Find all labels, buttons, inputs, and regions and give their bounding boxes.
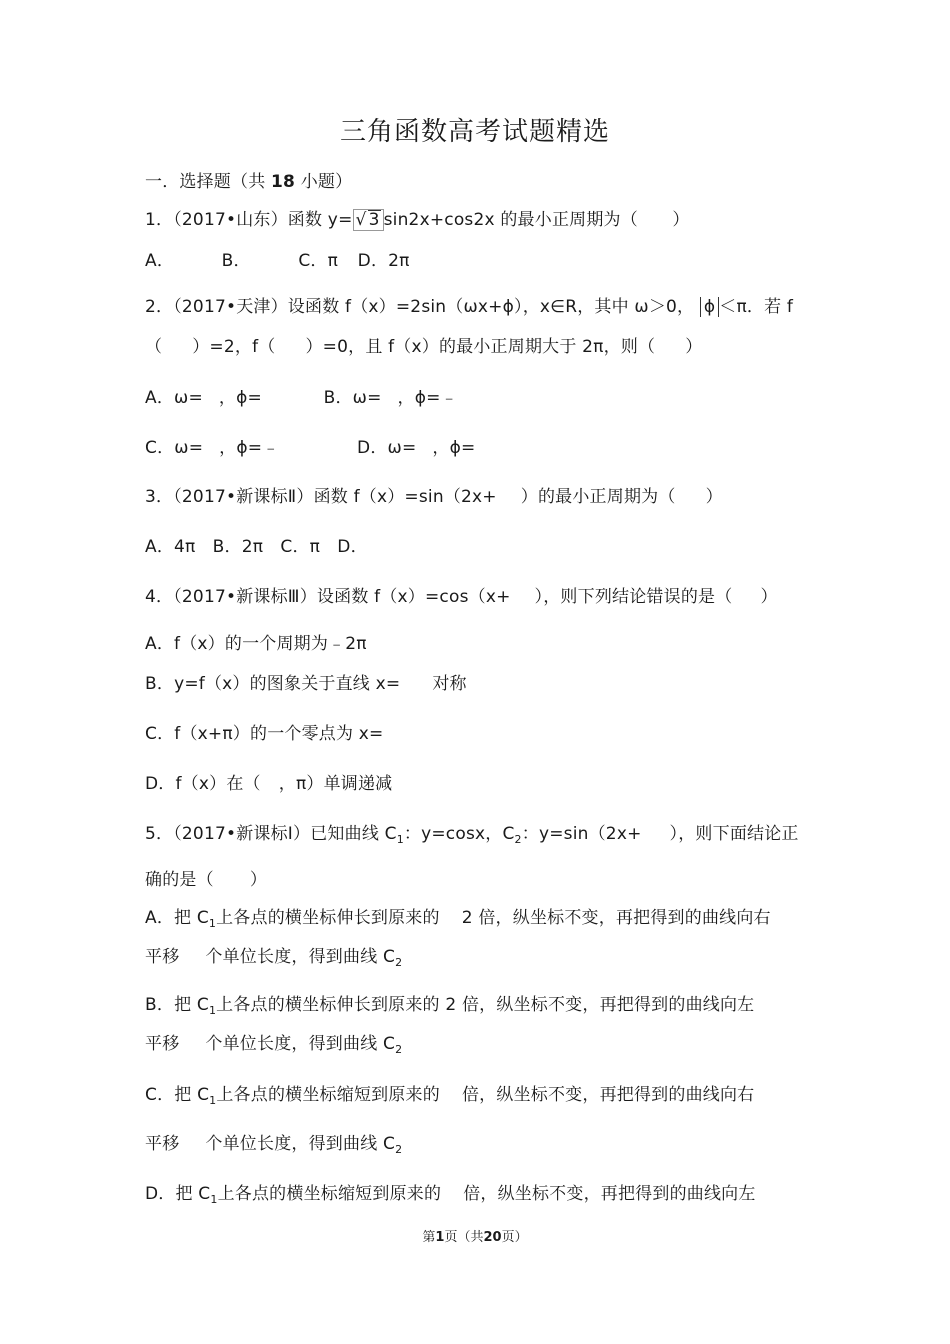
- q4-option-d-text: D．f（x）在（: [145, 774, 261, 794]
- q5-option-b-line-1: [145, 993, 754, 1017]
- question-4: [145, 585, 778, 609]
- question-1-text-start: 1．（2017•山东）函数 y=: [145, 210, 353, 230]
- q5-option-a-text-2: 2 倍，纵坐标不变，再把得到的曲线向右: [461, 908, 771, 928]
- q4-option-d: [145, 772, 392, 796]
- q5-option-c-prefix: C．把 C: [145, 1085, 210, 1105]
- q5-option-c-line-1: [145, 1083, 754, 1107]
- question-1-text-end: sin2x+cos2x 的最小正周期为（ ）: [383, 210, 690, 230]
- q1-option-d: D．2π: [357, 251, 410, 271]
- q2-option-b-phi: ，ϕ=﹣: [397, 388, 458, 408]
- subscript-2: 2: [395, 956, 403, 969]
- question-2-text-b: ＜π．若 f: [719, 297, 794, 317]
- question-2-line-1: [145, 295, 793, 319]
- document-title: 三角函数高考试题精选: [339, 117, 610, 147]
- sqrt-symbol: √: [355, 210, 367, 230]
- footer-middle: 页（共: [444, 1230, 484, 1245]
- q4-option-a: A．f（x）的一个周期为﹣2π: [145, 634, 367, 654]
- question-5-text-e: 确的是（: [145, 870, 214, 890]
- subscript-2: 2: [395, 1043, 403, 1056]
- question-2-options-ab: [145, 386, 458, 410]
- q5-option-b-prefix: B．把 C: [145, 995, 209, 1015]
- subscript-1: 1: [208, 1004, 217, 1017]
- q5-option-a-line-2: [145, 945, 402, 969]
- question-5-text-c: ：y=sin（2x+: [521, 824, 642, 844]
- q5-option-a-result: 个单位长度，得到曲线 C: [205, 947, 396, 967]
- q5-option-c-result: 个单位长度，得到曲线 C: [205, 1134, 396, 1154]
- q5-option-c-text-2: 倍，纵坐标不变，再把得到的曲线向右: [461, 1085, 755, 1105]
- question-4-text-a: 4．（2017•新课标Ⅲ）设函数 f（x）=cos（x+: [145, 587, 511, 607]
- page-footer: [0, 1228, 950, 1248]
- question-1-options: [145, 249, 410, 273]
- subscript-2: 2: [395, 1143, 403, 1156]
- q5-option-d-prefix: D．把 C: [145, 1184, 211, 1204]
- total-page-count: 20: [483, 1230, 502, 1245]
- footer-suffix: 页）: [501, 1230, 528, 1245]
- sqrt-radicand: 3: [368, 210, 380, 230]
- question-2-text-e: ）=0，且 f（x）的最小正周期大于 2π，则（: [305, 337, 656, 357]
- q5-option-c-text: 上各点的横坐标缩短到原来的: [216, 1085, 440, 1105]
- question-3-options: A．4π B．2π C．π D．: [145, 537, 368, 557]
- q4-option-b: [145, 672, 467, 696]
- q2-option-a-phi: ，ϕ=: [218, 388, 262, 408]
- question-3-text-a: 3．（2017•新课标Ⅱ）函数 f（x）=sin（2x+: [145, 487, 497, 507]
- subscript-2: 2: [514, 833, 522, 846]
- question-2-line-2: [145, 335, 702, 359]
- question-5-text-f: ）: [249, 870, 268, 890]
- question-5-text-b: ：y=cosx，C: [403, 824, 515, 844]
- q4-option-b-text: B．y=f（x）的图象关于直线 x=: [145, 674, 401, 694]
- q5-option-a-prefix: A．把 C: [145, 908, 209, 928]
- q1-option-b: B．: [221, 251, 251, 271]
- question-3-text-b: ）的最小正周期为（: [520, 487, 676, 507]
- subscript-1: 1: [396, 833, 404, 846]
- q2-option-a-omega: A．ω=: [145, 388, 203, 408]
- sqrt-formula: [353, 209, 384, 231]
- q5-option-c-line-2: [145, 1132, 402, 1156]
- question-5-line-1: [145, 822, 799, 846]
- question-2-text-d: ）=2，f（: [192, 337, 276, 357]
- question-3: [145, 485, 723, 509]
- question-4-text-b: ），则下列结论错误的是（: [534, 587, 733, 607]
- q5-option-b-text: 上各点的横坐标伸长到原来的 2 倍，纵坐标不变，再把得到的曲线向左: [216, 995, 755, 1015]
- question-5-text-a: 5．（2017•新课标Ⅰ）已知曲线 C: [145, 824, 397, 844]
- q5-option-b-result: 个单位长度，得到曲线 C: [205, 1034, 396, 1054]
- q4-option-c: C．f（x+π）的一个零点为 x=: [145, 724, 384, 744]
- question-count: 18: [271, 172, 296, 192]
- q4-option-d-suffix: ，π）单调递减: [278, 774, 393, 794]
- question-4-text-c: ）: [760, 587, 778, 607]
- subscript-1: 1: [209, 1094, 217, 1107]
- question-5-text-d: ），则下面结论正: [669, 824, 799, 844]
- q2-option-d-omega: D．ω=: [357, 438, 417, 458]
- q2-option-d-phi: ，ϕ=: [432, 438, 476, 458]
- q5-option-d-text-2: 倍，纵坐标不变，再把得到的曲线向左: [463, 1184, 756, 1204]
- subscript-1: 1: [210, 1193, 218, 1206]
- section-heading: [145, 170, 352, 194]
- q5-option-b-line-2: [145, 1032, 402, 1056]
- current-page-number: 1: [435, 1230, 445, 1245]
- q5-option-c-shift: 平移: [145, 1134, 180, 1154]
- q5-option-a-line-1: [145, 906, 771, 930]
- question-2-options-cd: [145, 436, 475, 460]
- q2-option-c-omega: C．ω=: [145, 438, 204, 458]
- q2-option-c-phi: ，ϕ=﹣: [219, 438, 280, 458]
- question-2-text-c: （: [145, 337, 163, 357]
- question-2-text-f: ）: [685, 337, 703, 357]
- footer-prefix: 第: [422, 1230, 436, 1245]
- q2-option-b-omega: B．ω=: [323, 388, 382, 408]
- abs-phi: ϕ: [700, 297, 719, 317]
- question-2-text-a: 2．（2017•天津）设函数 f（x）=2sin（ωx+ϕ），x∈R，其中 ω＞0，: [145, 297, 695, 317]
- section-heading-suffix: 小题）: [300, 172, 353, 192]
- section-heading-prefix: 一．选择题（共: [145, 172, 266, 192]
- question-5-line-2: [145, 868, 267, 892]
- question-1: [145, 208, 690, 232]
- q5-option-d-line-1: [145, 1182, 756, 1206]
- q5-option-a-shift: 平移: [145, 947, 180, 967]
- q4-option-b-suffix: 对称: [432, 674, 467, 694]
- subscript-1: 1: [208, 917, 217, 930]
- question-3-text-c: ）: [705, 487, 723, 507]
- q1-option-a: A．: [145, 251, 175, 271]
- q5-option-a-text: 上各点的横坐标伸长到原来的: [216, 908, 440, 928]
- q5-option-b-shift: 平移: [145, 1034, 180, 1054]
- q5-option-d-text: 上各点的横坐标缩短到原来的: [217, 1184, 442, 1204]
- q1-option-c: C．π: [298, 251, 339, 271]
